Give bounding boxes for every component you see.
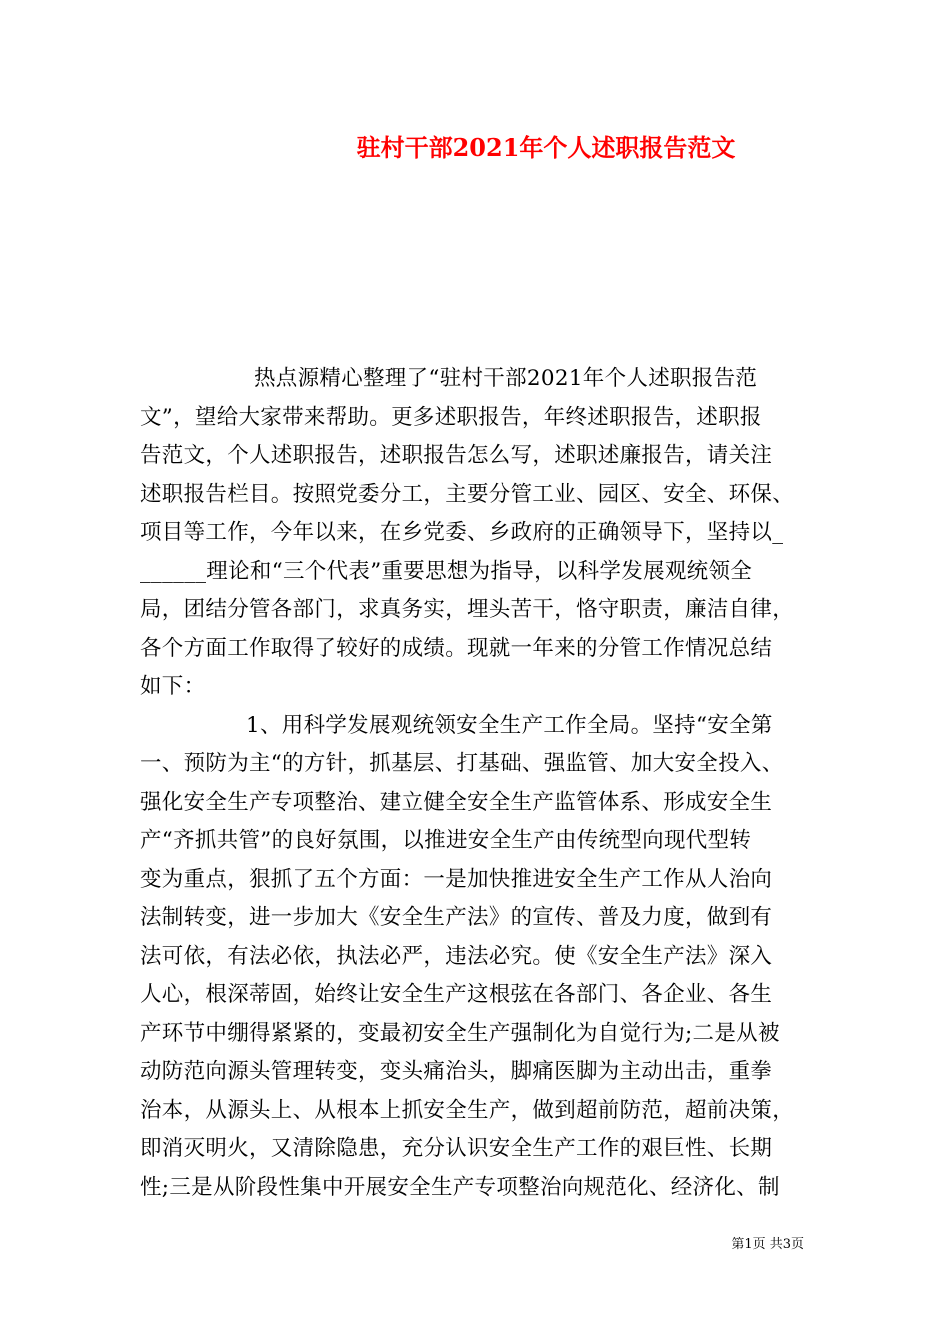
body-line: 变为重点，狠抓了五个方面：一是加快推进安全生产工作从人治向	[140, 866, 773, 892]
body-line: 法制转变，进一步加大《安全生产法》的宣传、普及力度，做到有	[140, 905, 773, 930]
body-line: 局，团结分管各部门，求真务实，埋头苦干，恪守职责，廉洁自律，	[140, 597, 795, 622]
body-line: 告范文，个人述职报告，述职报告怎么写，述职述廉报告，请关注	[140, 443, 773, 468]
body-line: 即消灭明火，又清除隐患，充分认识安全生产工作的艰巨性、长期	[140, 1136, 773, 1161]
body-line: 述职报告栏目。按照党委分工，主要分管工业、园区、安全、环保、	[140, 481, 795, 507]
body-line: 动防范向源头管理转变，变头痛治头，脚痛医脚为主动出击，重拳	[140, 1059, 773, 1084]
body-line: 项目等工作，今年以来，在乡党委、乡政府的正确领导下，坚持以_	[140, 520, 784, 545]
body-line: 强化安全生产专项整治、建立健全安全生产监管体系、形成安全生	[140, 789, 773, 815]
body-line: 如下：	[140, 674, 206, 699]
body-line: 产“齐抓共管”的良好氛围，以推进安全生产由传统型向现代型转	[140, 828, 752, 853]
body-line: 治本，从源头上、从根本上抓安全生产，做到超前防范，超前决策，	[140, 1097, 795, 1123]
body-line: 热点源精心整理了“驻村干部2021年个人述职报告范	[254, 366, 758, 391]
body-line: 文”，望给大家带来帮助。更多述职报告，年终述职报告，述职报	[140, 404, 762, 430]
body-line: 1、用科学发展观统领安全生产工作全局。坚持“安全第	[246, 712, 773, 738]
body-line: 性;三是从阶段性集中开展安全生产专项整治向规范化、经济化、制	[140, 1174, 780, 1200]
body-line: 一、预防为主“的方针，抓基层、打基础、强监管、加大安全投入、	[140, 751, 784, 776]
body-line: 人心，根深蒂固，始终让安全生产这根弦在各部门、各企业、各生	[140, 982, 773, 1007]
body-line: 各个方面工作取得了较好的成绩。现就一年来的分管工作情况总结	[140, 635, 773, 661]
document-body	[140, 360, 810, 1207]
page-number: 第1页 共3页	[731, 1237, 804, 1252]
body-line: ______理论和“三个代表”重要思想为指导，以科学发展观统领全	[140, 558, 753, 584]
body-line: 产环节中绷得紧紧的，变最初安全生产强制化为自觉行为;二是从被	[140, 1020, 780, 1046]
body-line: 法可依，有法必依，执法必严，违法必究。使《安全生产法》深入	[140, 943, 773, 969]
document-title: 驻村干部2021年个人述职报告范文	[356, 133, 736, 162]
